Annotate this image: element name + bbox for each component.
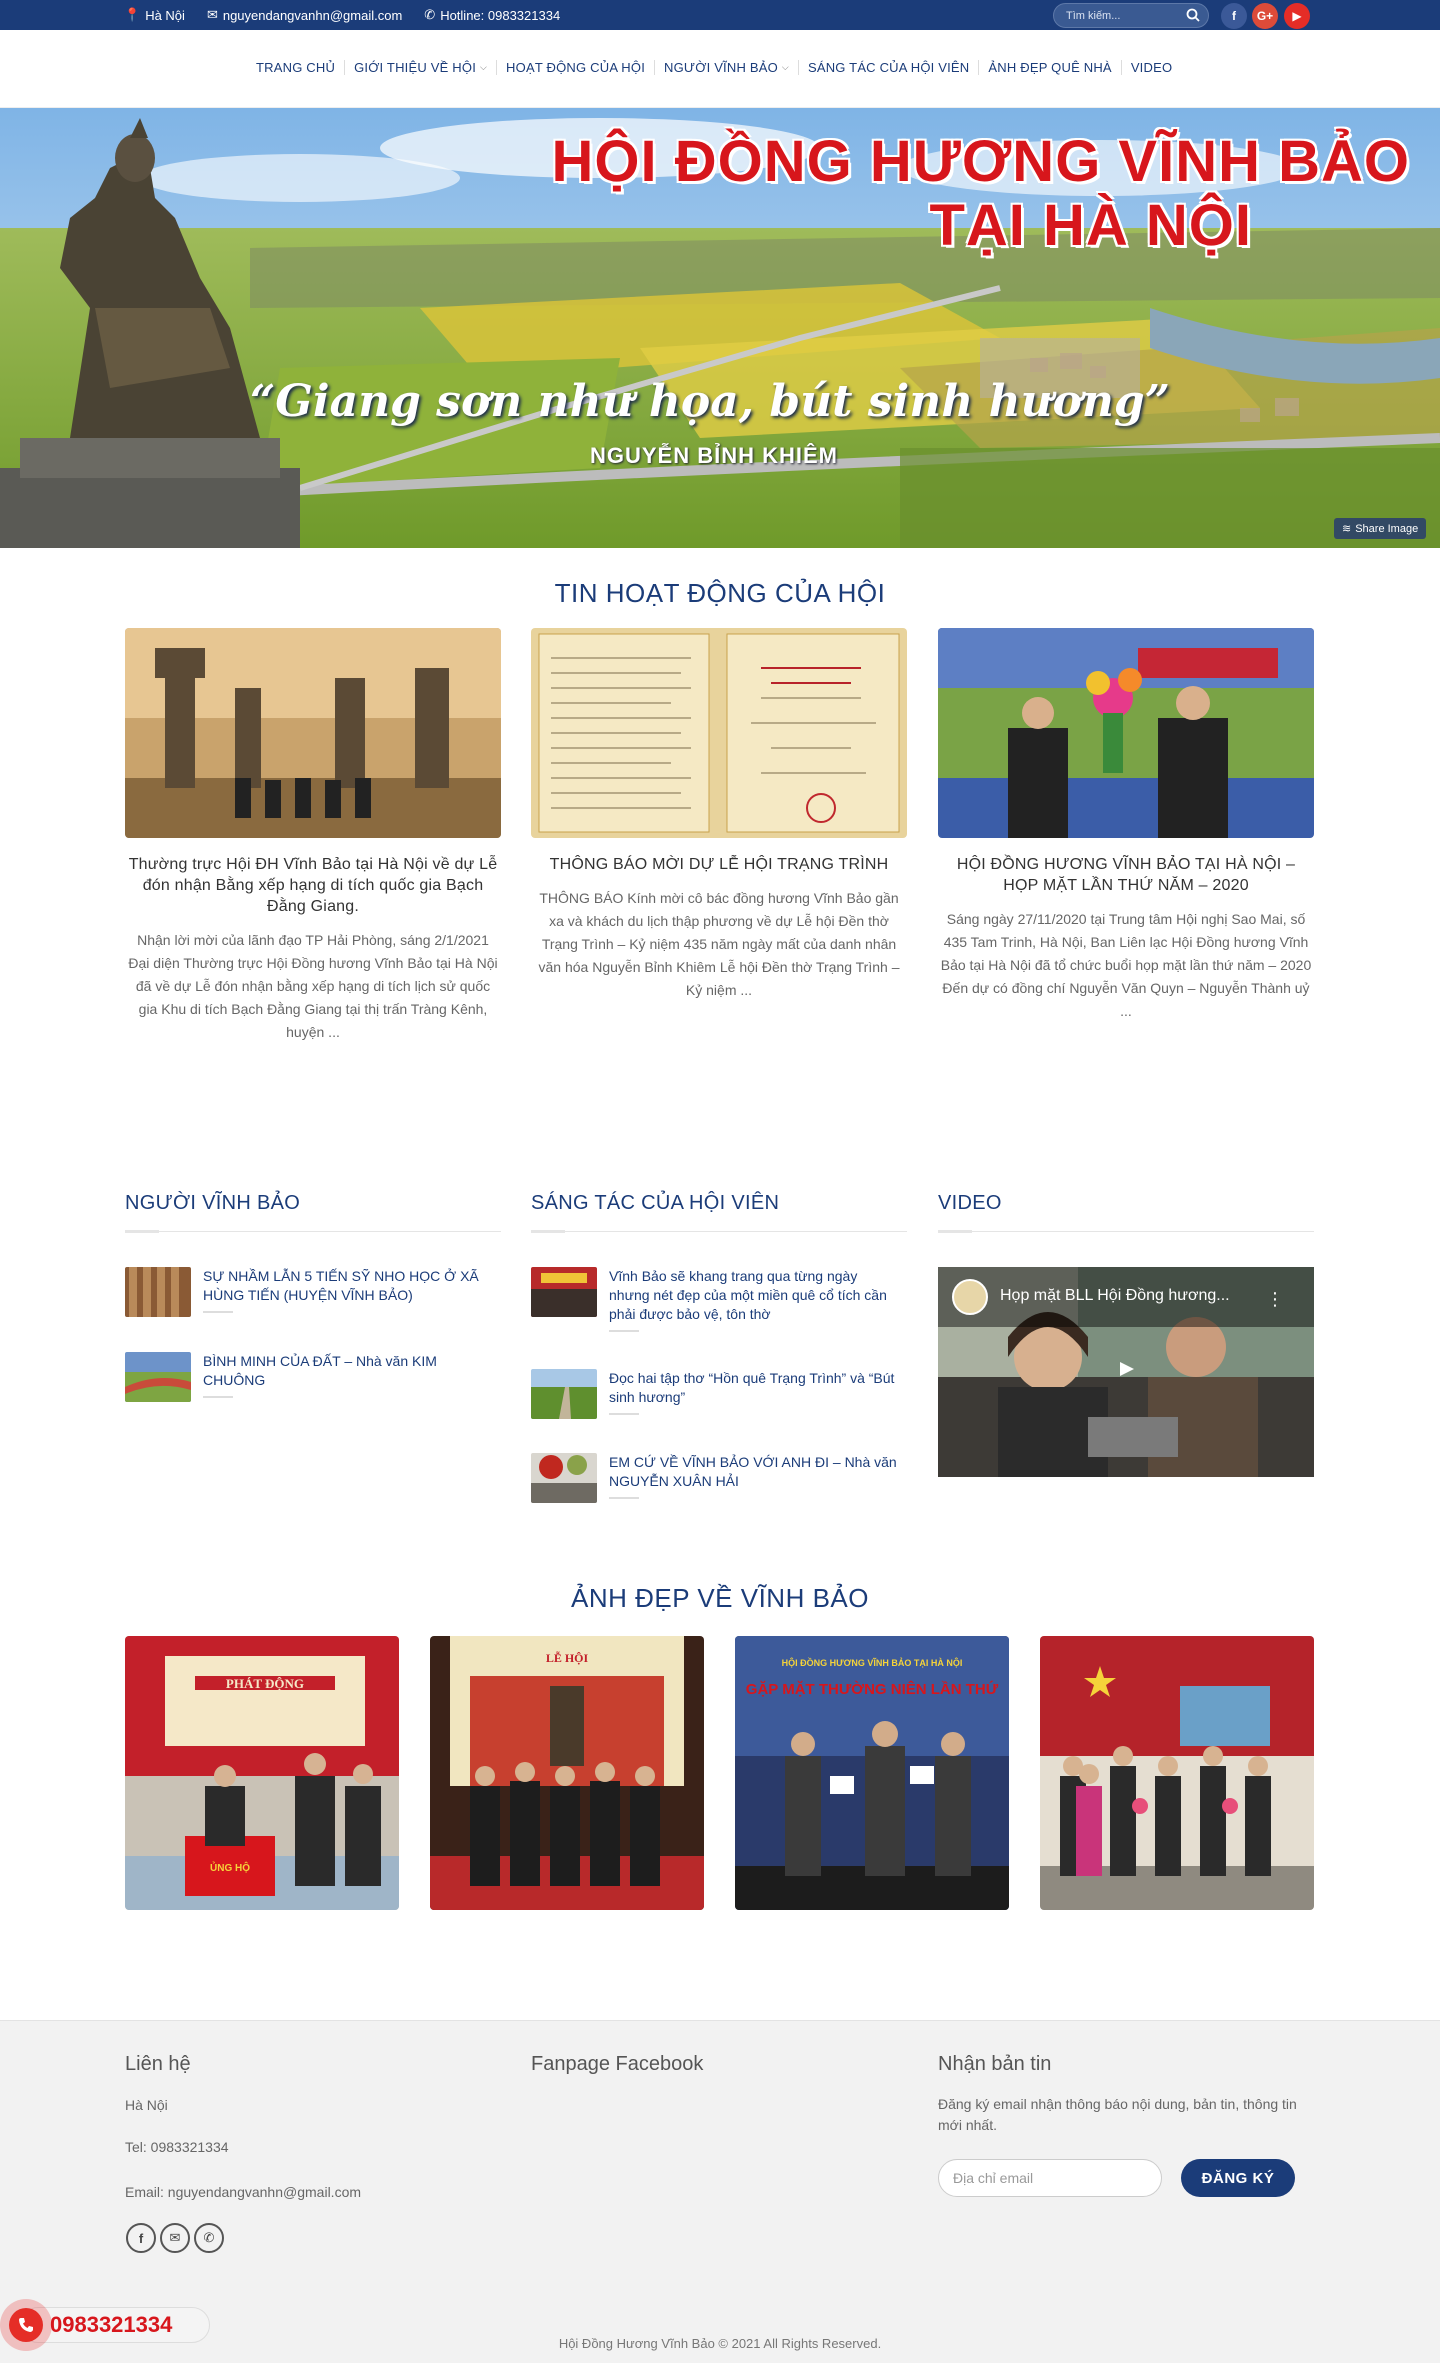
nav-item-label[interactable]: GIỚI THIỆU VỀ HỘI <box>354 60 477 75</box>
top-location <box>124 7 185 23</box>
footer-fanpage-title: Fanpage Facebook <box>531 2053 704 2075</box>
list-item-divider <box>609 1497 639 1499</box>
news-card-excerpt: Nhận lời mời của lãnh đạo TP Hải Phòng, sáng 2/1/2021 Đại diện Thường trực Hội Đồng hương Vĩnh Bảo tại Hà Nội đã về dự Lễ đón nhận bằng xếp hạng di tích lịch sử quốc gia Khu di tích Bạch Đằng Giang tại thị trấn Tràng Kênh, huyện ... <box>128 932 498 1040</box>
video-title-rule <box>938 1231 1314 1232</box>
gallery-photo-image <box>125 1636 399 1910</box>
list-item-thumbnail[interactable] <box>531 1369 597 1419</box>
floating-hotline[interactable] <box>0 2305 210 2345</box>
banner-author: NGUYỄN BỈNH KHIÊM <box>590 443 839 468</box>
list-item-text[interactable]: SỰ NHẦM LẪN 5 TIẾN SỸ NHO HỌC Ở XÃ HÙNG TIẾN (HUYỆN VĨNH BẢO) <box>203 1268 479 1303</box>
video-player[interactable] <box>938 1267 1314 1477</box>
gallery-photo-image <box>430 1636 704 1910</box>
location-pin-icon: 📍 <box>124 7 141 22</box>
gallery-photo[interactable] <box>735 1636 1009 1910</box>
gallery-photo[interactable] <box>430 1636 704 1910</box>
list-item-text[interactable]: EM CỨ VỀ VĨNH BẢO VỚI ANH ĐI – Nhà văn NGUYỄN XUÂN HẢI <box>609 1454 897 1489</box>
list-item-title[interactable] <box>609 1369 897 1419</box>
gallery-section-title: ẢNH ĐẸP VỀ VĨNH BẢO <box>571 1583 869 1613</box>
list-item[interactable] <box>531 1369 897 1419</box>
nav-item-label[interactable]: SÁNG TÁC CỦA HỘI VIÊN <box>807 60 970 75</box>
list-item-thumbnail[interactable] <box>531 1267 597 1317</box>
nav-item-home[interactable] <box>246 60 344 75</box>
list-item-text[interactable]: Vĩnh Bảo sẽ khang trang qua từng ngày nhưng nét đẹp của một miền quê cổ tích cần phải được bảo vệ, tôn thờ <box>609 1268 887 1322</box>
signup-button[interactable]: ĐĂNG KÝ <box>1181 2159 1295 2197</box>
list-item[interactable] <box>125 1352 493 1402</box>
list-item-divider <box>203 1396 233 1398</box>
news-card-title[interactable]: THÔNG BÁO MỜI DỰ LỄ HỘI TRẠNG TRÌNH <box>549 856 889 873</box>
nav-item-photos[interactable] <box>978 60 1120 75</box>
nav-item-people[interactable] <box>654 60 798 75</box>
layers-icon: ≋ <box>1342 523 1352 535</box>
footer-contact-tel[interactable]: Tel: 0983321334 <box>125 2139 229 2155</box>
phone-icon: ✆ <box>424 7 436 22</box>
list-item-title[interactable] <box>609 1267 897 1332</box>
nav-item-label[interactable]: VIDEO <box>1130 60 1173 75</box>
more-options-icon[interactable]: ⋮ <box>1266 1289 1284 1309</box>
list-item-thumbnail[interactable] <box>125 1267 191 1317</box>
event-banner-title: GẶP MẶT THƯỜNG NIÊN LẦN THỨ <box>745 1681 999 1698</box>
news-card[interactable] <box>125 628 501 1044</box>
video-title[interactable]: Họp mặt BLL Hội Đồng hương... <box>1000 1287 1230 1304</box>
list-item-text[interactable]: Đọc hai tập thơ “Hồn quê Trạng Trình” và “Bút sinh hương” <box>609 1370 895 1405</box>
list-item-divider <box>203 1311 233 1313</box>
nav-item-video[interactable] <box>1121 60 1181 75</box>
facebook-icon[interactable]: f <box>126 2223 156 2253</box>
nav-item-activities[interactable] <box>496 60 654 75</box>
footer-contact-city: Hà Nội <box>125 2097 168 2113</box>
gallery-photo-image <box>735 1636 1009 1910</box>
top-search <box>1053 3 1209 28</box>
list-item-divider <box>609 1330 639 1332</box>
video-section-title[interactable]: VIDEO <box>938 1192 1002 1214</box>
nav-item-label[interactable]: HOẠT ĐỘNG CỦA HỘI <box>506 60 646 75</box>
footer-newsletter-text: Đăng ký email nhận thông báo nội dung, bản tin, thông tin mới nhất. <box>938 2096 1297 2133</box>
event-banner-header: HỘI ĐỒNG HƯƠNG VĨNH BẢO TẠI HÀ NỘI <box>781 1658 963 1668</box>
top-location-text: Hà Nội <box>145 7 185 23</box>
list-item-title[interactable] <box>203 1352 493 1402</box>
news-section-title: TIN HOẠT ĐỘNG CỦA HỘI <box>554 578 886 608</box>
news-thumbnail[interactable] <box>938 628 1314 838</box>
list-item[interactable] <box>531 1453 897 1503</box>
nav-item-about[interactable] <box>344 60 496 75</box>
envelope-icon: ✉ <box>206 7 218 22</box>
nav-item-label[interactable]: ẢNH ĐẸP QUÊ NHÀ <box>988 60 1112 75</box>
news-card[interactable] <box>938 628 1314 1023</box>
nav-item-label[interactable]: TRANG CHỦ <box>256 60 336 75</box>
banner-title-line2: TẠI HÀ NỘI <box>929 193 1252 258</box>
newsletter-email-input[interactable]: Địa chỉ email <box>938 2159 1162 2197</box>
list-item-thumbnail[interactable] <box>125 1352 191 1402</box>
news-card[interactable] <box>531 628 907 1002</box>
list-item-title[interactable] <box>609 1453 897 1503</box>
footer-newsletter-title: Nhận bản tin <box>938 2053 1052 2075</box>
top-hotline-text[interactable]: Hotline: 0983321334 <box>440 7 561 23</box>
top-bar <box>0 0 1440 30</box>
nav-item-label[interactable]: NGƯỜI VĨNH BẢO <box>664 60 778 75</box>
news-card-excerpt: THÔNG BÁO Kính mời cô bác đồng hương Vĩnh Bảo gần xa và khách du lịch thập phương về dự Lễ hội Đền thờ Trạng Trình – Kỷ niệm 435 năm ngày mất của danh nhân văn hóa Nguyễn Bỉnh Khiêm Lễ hội Đền thờ Trạng Trình – Kỷ niệm ... <box>538 890 900 998</box>
news-card-title[interactable]: Thường trực Hội ĐH Vĩnh Bảo tại Hà Nội về dự Lễ đón nhận Bằng xếp hạng di tích quốc gia Bạch Đằng Giang. <box>128 856 498 915</box>
list-item-thumbnail[interactable] <box>531 1453 597 1503</box>
top-contact <box>124 7 560 23</box>
phone-icon[interactable]: ✆ <box>194 2223 224 2253</box>
list-item-text[interactable]: BÌNH MINH CỦA ĐẤT – Nhà văn KIM CHUÔNG <box>203 1353 437 1388</box>
works-title-rule <box>531 1231 907 1232</box>
banner-title-line1: HỘI ĐỒNG HƯƠNG VĨNH BẢO <box>551 129 1410 194</box>
share-image-button[interactable] <box>1334 518 1426 539</box>
phone-icon[interactable] <box>9 2308 43 2342</box>
facebook-icon[interactable]: f <box>1221 3 1247 29</box>
news-thumbnail[interactable] <box>125 628 501 838</box>
top-email[interactable] <box>207 7 402 23</box>
news-card-title[interactable]: HỘI ĐỒNG HƯƠNG VĨNH BẢO TẠI HÀ NỘI – HỌP MẶT LẦN THỨ NĂM – 2020 <box>956 856 1296 894</box>
top-email-text[interactable]: nguyendangvanhn@gmail.com <box>222 7 403 23</box>
banner-quote: “Giang sơn như họa, bút sinh hương” <box>250 376 1170 427</box>
nav-menu <box>246 60 1181 75</box>
search-icon[interactable] <box>1186 8 1200 22</box>
footer-contact-title: Liên hệ <box>125 2053 191 2075</box>
list-item-divider <box>609 1413 639 1415</box>
nav-item-works[interactable] <box>798 60 978 75</box>
hero-banner <box>0 108 1440 548</box>
share-image-label[interactable]: Share Image <box>1355 522 1419 535</box>
gallery-photo-image <box>1040 1636 1314 1910</box>
main-nav <box>0 30 1440 108</box>
festival-banner-label: LỄ HỘI <box>545 1651 589 1665</box>
news-card-excerpt: Sáng ngày 27/11/2020 tại Trung tâm Hội nghị Sao Mai, số 435 Tam Trinh, Hà Nội, Ban Liên lạc Hội Đồng hương Vĩnh Bảo tại Hà Nội đã tổ chức buổi họp mặt lần thứ năm – 2020 Đến dự có đồng chí Nguyễn Văn Quyn – Nguyễn Thành uỷ ... <box>940 911 1312 1019</box>
list-item-title[interactable] <box>203 1267 493 1317</box>
people-title-rule <box>125 1231 501 1232</box>
envelope-icon[interactable]: ✉ <box>160 2223 190 2253</box>
chevron-down-icon: ⌵ <box>480 62 488 72</box>
channel-avatar[interactable] <box>952 1279 988 1315</box>
youtube-icon[interactable]: ▶ <box>1284 3 1310 29</box>
list-item[interactable] <box>125 1267 493 1317</box>
search-input[interactable] <box>1054 4 1179 27</box>
news-thumbnail[interactable] <box>531 628 907 838</box>
banner-title <box>510 130 1410 258</box>
top-hotline[interactable] <box>424 7 560 23</box>
gallery-photo[interactable] <box>1040 1636 1314 1910</box>
donation-box-label: ỦNG HỘ <box>210 1863 250 1874</box>
works-section-title[interactable]: SÁNG TÁC CỦA HỘI VIÊN <box>531 1192 780 1214</box>
hotline-number[interactable]: 0983321334 <box>50 2312 173 2337</box>
footer-contact-email[interactable]: Email: nguyendangvanhn@gmail.com <box>125 2184 362 2200</box>
google-plus-icon[interactable]: G+ <box>1252 3 1278 29</box>
gallery-photo[interactable] <box>125 1636 399 1910</box>
list-item[interactable] <box>531 1267 897 1332</box>
footer-copyright: Hội Đồng Hương Vĩnh Bảo © 2021 All Rights Reserved. <box>558 2336 882 2351</box>
chevron-down-icon: ⌵ <box>781 62 789 72</box>
play-icon[interactable] <box>1102 1352 1150 1386</box>
poster-headline: PHÁT ĐỘNG <box>225 1676 305 1691</box>
people-section-title[interactable]: NGƯỜI VĨNH BẢO <box>125 1192 301 1214</box>
